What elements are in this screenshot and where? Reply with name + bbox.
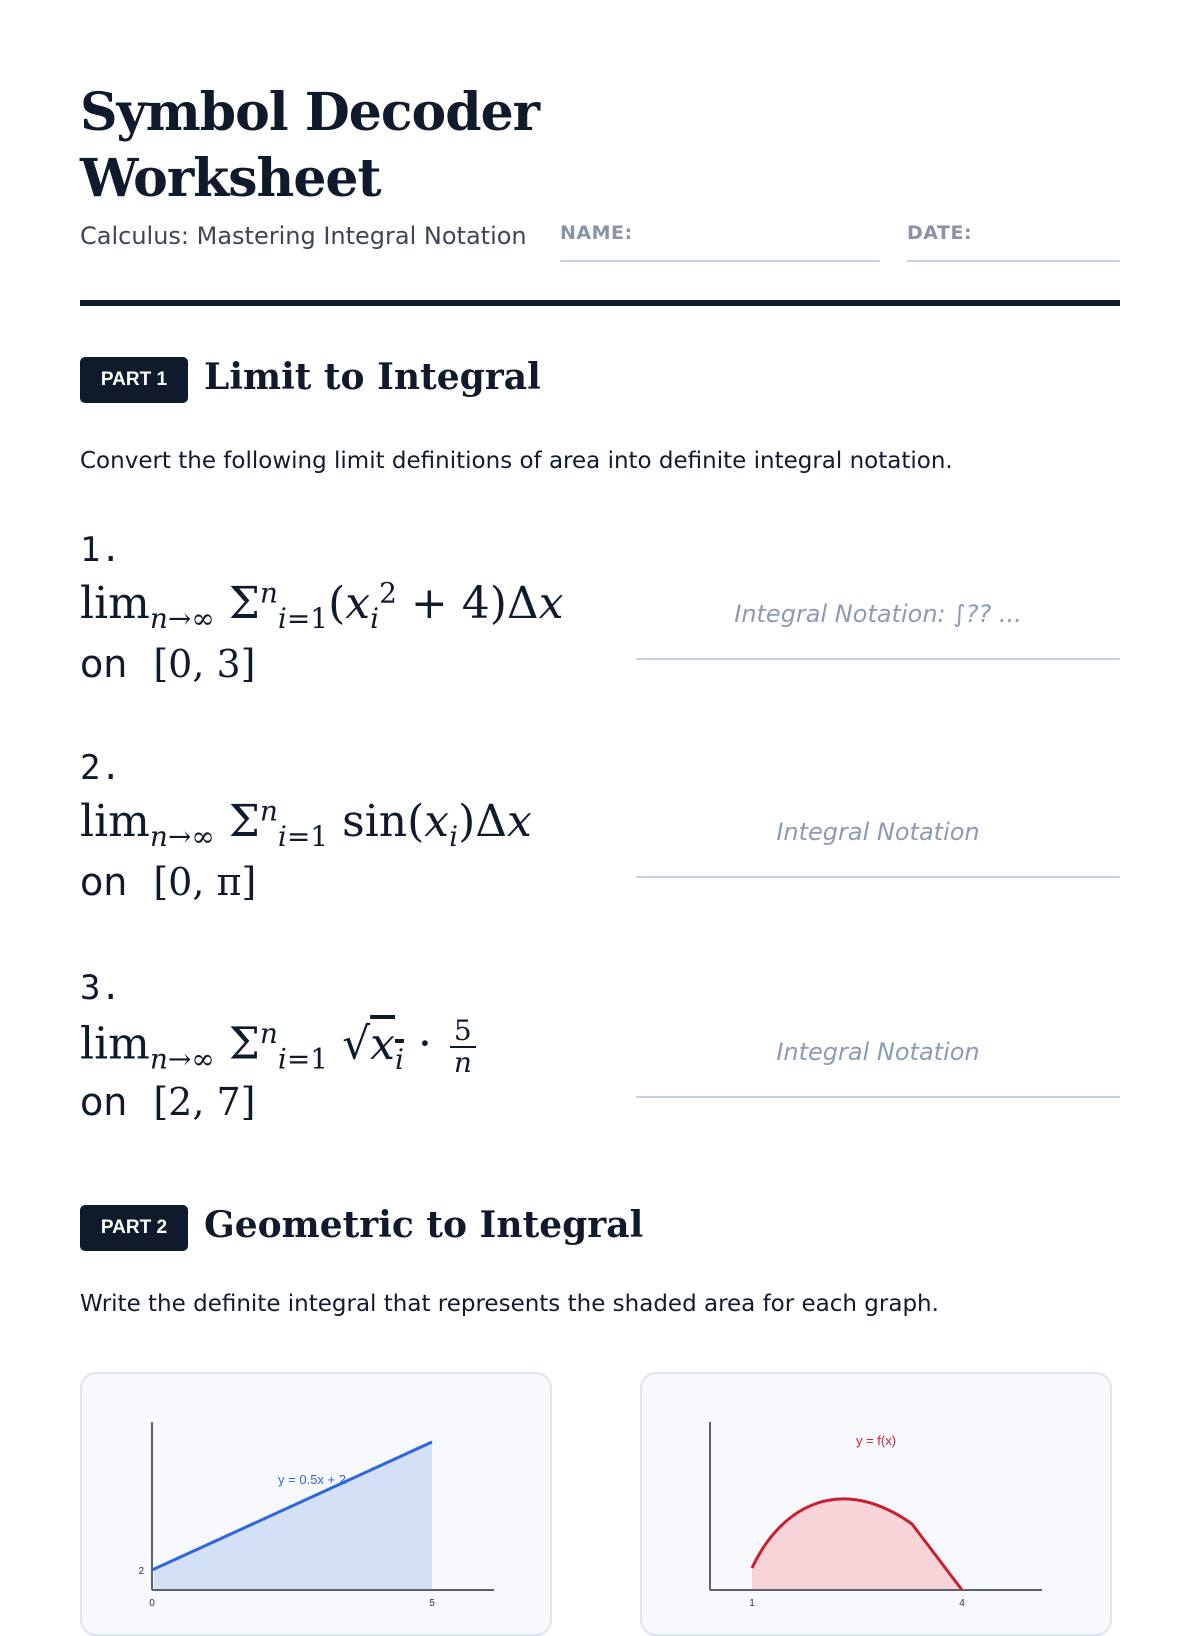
part-2-title: Geometric to Integral [204, 1204, 644, 1246]
part-1-badge: PART 1 [80, 357, 188, 403]
name-label: NAME: [560, 222, 633, 244]
date-field[interactable] [907, 222, 1120, 262]
y-tick-label: 2 [138, 1566, 144, 1577]
worksheet-subtitle: Calculus: Mastering Integral Notation [80, 222, 527, 250]
worksheet-page [80, 0, 1120, 1609]
limit-expression: $\lim_{n\to\infty} \Sigma^n_{i=1}(x_i^2 + 4)\Delta x$ [80, 576, 564, 635]
on-label: on [80, 1080, 128, 1124]
x-tick-label: 0 [149, 1598, 155, 1609]
graph-card-linear [80, 1372, 552, 1636]
date-label: DATE: [907, 222, 973, 244]
interval-value: [0, 3] [153, 642, 256, 686]
graph-card-curve [640, 1372, 1112, 1636]
linear-graph [82, 1374, 550, 1634]
on-label: on [80, 860, 128, 904]
answer-input[interactable] [636, 804, 1120, 878]
problem-number: 2. [80, 748, 121, 788]
part-1-instructions: Convert the following limit definitions of area into definite integral notation. [80, 448, 953, 474]
limit-expression: $\lim_{n\to\infty} \Sigma^n_{i=1}$ $\sin(x_i)\Delta x$ [80, 794, 532, 853]
answer-placeholder: Integral Notation [776, 818, 980, 846]
problem-3 [80, 968, 1120, 1138]
function-label: y = f(x) [855, 1433, 897, 1448]
shaded-area [752, 1499, 962, 1590]
x-tick-label: 1 [749, 1598, 755, 1609]
limit-expression: $\lim_{n\to\infty} \Sigma^n_{i=1}$ $√x_i$ · $\frac{5}{n}$ [80, 1016, 476, 1078]
curve-graph [642, 1374, 1110, 1634]
answer-placeholder: Integral Notation [776, 1038, 980, 1066]
interval-value: [0, π] [153, 860, 257, 904]
problem-number: 3. [80, 968, 121, 1008]
answer-placeholder: Integral Notation: ∫?? ... [734, 600, 1022, 628]
x-tick-label: 4 [959, 1598, 965, 1609]
function-label: y = 0.5x + 2 [278, 1472, 346, 1487]
part-2-badge: PART 2 [80, 1205, 188, 1251]
interval-value: [2, 7] [153, 1080, 256, 1124]
part-1-title: Limit to Integral [204, 356, 541, 398]
problem-2 [80, 748, 1120, 918]
answer-input[interactable] [636, 586, 1120, 660]
shaded-area [154, 1442, 432, 1590]
part-2-instructions: Write the definite integral that represents the shaded area for each graph. [80, 1291, 939, 1317]
name-field[interactable] [560, 222, 880, 262]
answer-input[interactable] [636, 1024, 1120, 1098]
interval [80, 642, 256, 686]
worksheet-title: Symbol Decoder Worksheet [80, 82, 540, 209]
problem-number: 1. [80, 530, 121, 570]
interval [80, 860, 256, 904]
problem-1 [80, 530, 1120, 700]
interval [80, 1080, 256, 1124]
header-divider [80, 300, 1120, 306]
on-label: on [80, 642, 128, 686]
x-tick-label: 5 [429, 1598, 435, 1609]
